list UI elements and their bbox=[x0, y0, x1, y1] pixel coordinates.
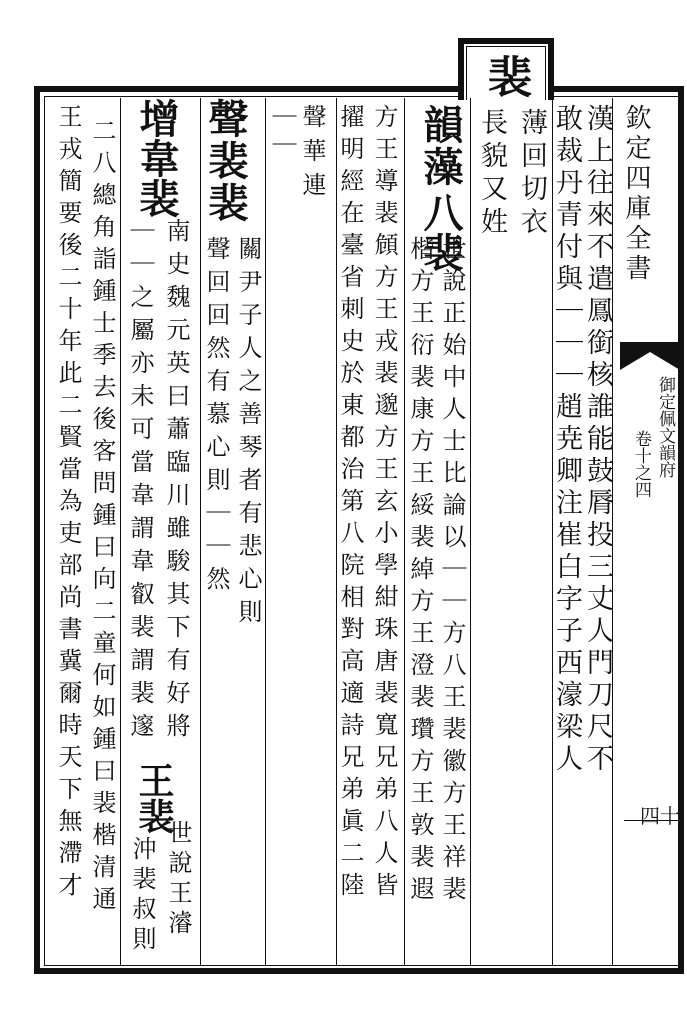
book-title: 欽定四庫全書 bbox=[621, 104, 651, 284]
column-rule bbox=[265, 98, 266, 966]
fishtail-mark-icon bbox=[620, 342, 680, 370]
text-column: 沖裴叔則 bbox=[128, 836, 156, 956]
text-column: ｜｜之屬亦未可當韋謂韋叡裴謂裴邃 bbox=[126, 218, 154, 746]
headword: 裴 bbox=[480, 54, 531, 98]
section-heading-zeng: 增 bbox=[133, 98, 180, 138]
text-column: 楷方王衍裴康方王綏裴綽方王澄裴瓚方王敦裴遐 bbox=[406, 236, 434, 908]
column-rule bbox=[404, 98, 405, 966]
book-subtitle: 御定佩文韻府 bbox=[655, 376, 675, 478]
column-rule bbox=[120, 98, 121, 966]
text-column: 世說王濬 bbox=[164, 820, 192, 940]
section-heading-wangpei: 王裴 bbox=[133, 762, 175, 834]
section-heading-sheng: 聲裴裴 bbox=[202, 98, 249, 224]
text-column: 二八總角詣鍾士季去後客問鍾曰向二童何如鍾曰裴楷清通 bbox=[88, 118, 116, 918]
text-column: 關尹子人之善琴者有悲心則 bbox=[234, 236, 262, 632]
text-column: 擢明經在臺省刺史於東都治第八院相對高適詩兄弟眞二陸 bbox=[336, 104, 364, 904]
section-heading-yunzao: 韻藻 bbox=[417, 104, 464, 188]
text-column: 聲回回然有慕心則｜｜然 bbox=[202, 236, 230, 599]
text-column: 方王導裴頠方王戎裴邈方王玄小學紺珠唐裴寬兄弟八人皆 bbox=[370, 104, 398, 904]
text-column: 漢上往來不遣鳳銜核誰能鼓脣投三丈人門刀尺不 bbox=[582, 104, 613, 776]
leaf-number: 四十 bbox=[640, 804, 680, 828]
text-column: 南史魏元英曰蕭臨川雖駿其下有好將 bbox=[162, 218, 190, 746]
text-column: 薄回切衣 bbox=[516, 108, 547, 240]
section-heading-bapei: 八裴 bbox=[417, 192, 464, 272]
leaf-rule bbox=[624, 820, 684, 821]
text-column: 敢裁丹青付與｜｜｜趙尭卿注崔白字子西濠梁人 bbox=[551, 104, 582, 776]
text-column: 王戎簡要後二十年此二賢當為吏部尚書冀爾時天下無滯才 bbox=[54, 104, 82, 904]
text-column: 世說正始中人士比論以｜｜方八王裴徽方王祥裴 bbox=[438, 236, 466, 908]
text-column: ｜｜ bbox=[268, 104, 296, 160]
section-heading-weipei: 韋裴 bbox=[133, 138, 180, 218]
column-rule bbox=[470, 98, 471, 966]
text-column: 聲華連 bbox=[298, 104, 326, 206]
volume-label: 卷十之四 bbox=[631, 430, 651, 498]
column-rule bbox=[200, 98, 201, 966]
text-column: 長貌又姓 bbox=[476, 108, 507, 240]
